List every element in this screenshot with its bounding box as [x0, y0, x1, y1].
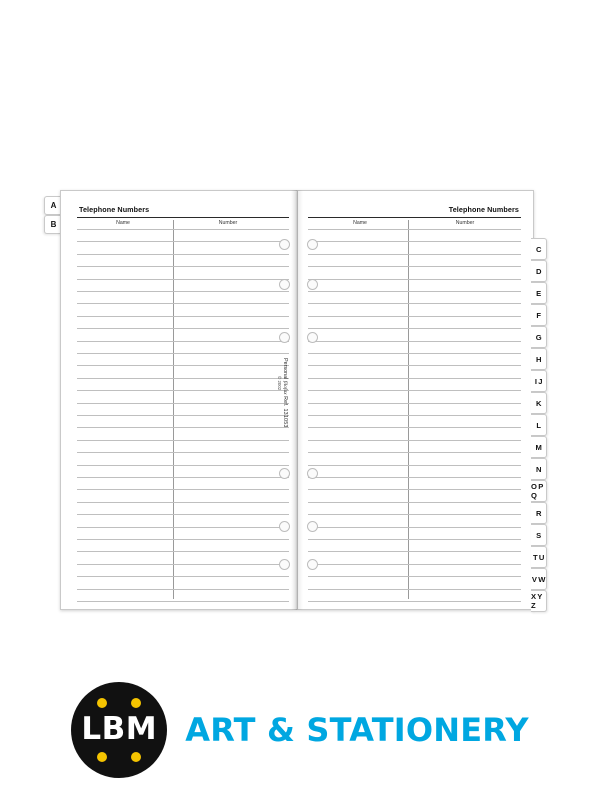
ring-hole [279, 559, 290, 570]
ruled-line [308, 390, 521, 391]
ruled-line [77, 564, 289, 565]
right-page-title: Telephone Numbers [448, 205, 519, 214]
ruled-line [308, 378, 521, 379]
ring-hole [307, 559, 318, 570]
ruled-line [77, 440, 289, 441]
left-tab-a: A [44, 196, 62, 215]
ruled-line [308, 589, 521, 590]
ring-hole [279, 468, 290, 479]
ruled-line [308, 241, 521, 242]
right-ruled-lines [308, 229, 521, 599]
ruled-line [77, 539, 289, 540]
alphabet-index-tabs [531, 238, 547, 612]
ruled-line [308, 502, 521, 503]
centre-print-ref: Ref. 131053 [282, 396, 288, 428]
left-ruled-lines [77, 229, 289, 599]
ruled-line [77, 452, 289, 453]
ruled-line [308, 527, 521, 528]
ruled-line [77, 601, 289, 602]
ring-hole [279, 239, 290, 250]
ruled-line [308, 403, 521, 404]
left-column-number-caption: Number [218, 220, 238, 226]
ruled-line [77, 489, 289, 490]
ruled-line [308, 229, 521, 230]
ruled-line [308, 279, 521, 280]
ruled-line [77, 316, 289, 317]
alphabet-tab-l: L [531, 414, 547, 436]
logo-dot-icon [97, 698, 107, 708]
ruled-line [77, 576, 289, 577]
ruled-line [77, 378, 289, 379]
ring-hole [279, 279, 290, 290]
brand-logo-bar [0, 660, 600, 800]
ruled-line [308, 341, 521, 342]
ruled-line [308, 365, 521, 366]
ring-hole [279, 521, 290, 532]
ruled-line [77, 527, 289, 528]
planner-page-spread [60, 190, 545, 610]
ruled-line [77, 254, 289, 255]
ruled-line [77, 589, 289, 590]
alphabet-tab-d: D [531, 260, 547, 282]
alphabet-tab-c: C [531, 238, 547, 260]
ruled-line [308, 427, 521, 428]
ruled-line [308, 551, 521, 552]
ruled-line [77, 403, 289, 404]
ruled-line [308, 303, 521, 304]
ruled-line [77, 266, 289, 267]
right-column-name-caption: Name [353, 220, 367, 226]
alphabet-tab-f: F [531, 304, 547, 326]
right-column-number-caption: Number [455, 220, 475, 226]
ruled-line [77, 229, 289, 230]
ruled-line [308, 440, 521, 441]
alphabet-tab-opq: O P Q [531, 480, 547, 502]
ring-hole [307, 468, 318, 479]
alphabet-tab-m: M [531, 436, 547, 458]
ruled-line [308, 452, 521, 453]
ruled-line [77, 551, 289, 552]
alphabet-tab-vw: V W [531, 568, 547, 590]
ruled-line [308, 601, 521, 602]
ruled-line [77, 365, 289, 366]
ruled-line [77, 390, 289, 391]
ruled-line [308, 465, 521, 466]
ruled-line [308, 477, 521, 478]
centre-print-brand: Personal [282, 358, 288, 380]
ruled-line [77, 328, 289, 329]
alphabet-tab-ij: I J [531, 370, 547, 392]
ruled-line [308, 489, 521, 490]
alphabet-tab-xyz: X Y Z [531, 590, 547, 612]
logo-dot-icon [131, 752, 141, 762]
ruled-line [308, 254, 521, 255]
centre-print-sub: © 2002 [277, 376, 282, 391]
ring-hole [307, 279, 318, 290]
ring-hole [307, 332, 318, 343]
ruled-line [308, 291, 521, 292]
left-header-rule [77, 217, 289, 218]
ruled-line [308, 576, 521, 577]
ruled-line [77, 303, 289, 304]
ruled-line [77, 353, 289, 354]
ruled-line [308, 564, 521, 565]
ruled-line [77, 465, 289, 466]
left-column-name-caption: Name [116, 220, 130, 226]
left-tab-b: B [44, 215, 62, 234]
alphabet-tab-g: G [531, 326, 547, 348]
ruled-line [77, 341, 289, 342]
ruled-line [308, 353, 521, 354]
ring-hole [307, 239, 318, 250]
lbm-logo-mark [71, 682, 167, 778]
alphabet-tab-r: R [531, 502, 547, 524]
ruled-line [308, 539, 521, 540]
alphabet-tab-n: N [531, 458, 547, 480]
ruled-line [308, 328, 521, 329]
left-page [60, 190, 297, 610]
ring-hole [279, 332, 290, 343]
alphabet-tab-h: H [531, 348, 547, 370]
logo-dot-icon [131, 698, 141, 708]
alphabet-tab-s: S [531, 524, 547, 546]
right-page [297, 190, 534, 610]
centre-print-brand-italic: filofax [282, 380, 288, 395]
ruled-line [77, 514, 289, 515]
alphabet-tab-tu: T U [531, 546, 547, 568]
ruled-line [77, 241, 289, 242]
ruled-line [77, 502, 289, 503]
ruled-line [77, 427, 289, 428]
ruled-line [77, 279, 289, 280]
alphabet-tab-k: K [531, 392, 547, 414]
ruled-line [308, 514, 521, 515]
logo-letters: LBM [81, 710, 158, 747]
ruled-line [308, 266, 521, 267]
ruled-line [77, 291, 289, 292]
ruled-line [308, 415, 521, 416]
left-page-title: Telephone Numbers [79, 205, 150, 214]
alphabet-tab-e: E [531, 282, 547, 304]
brand-tagline: ART & STATIONERY [185, 711, 529, 749]
ring-hole [307, 521, 318, 532]
left-column-divider [173, 220, 174, 599]
ruled-line [77, 415, 289, 416]
centre-print-text [277, 358, 288, 458]
right-header-rule [308, 217, 521, 218]
ruled-line [308, 316, 521, 317]
logo-dot-icon [97, 752, 107, 762]
right-column-divider [408, 220, 409, 599]
ruled-line [77, 477, 289, 478]
